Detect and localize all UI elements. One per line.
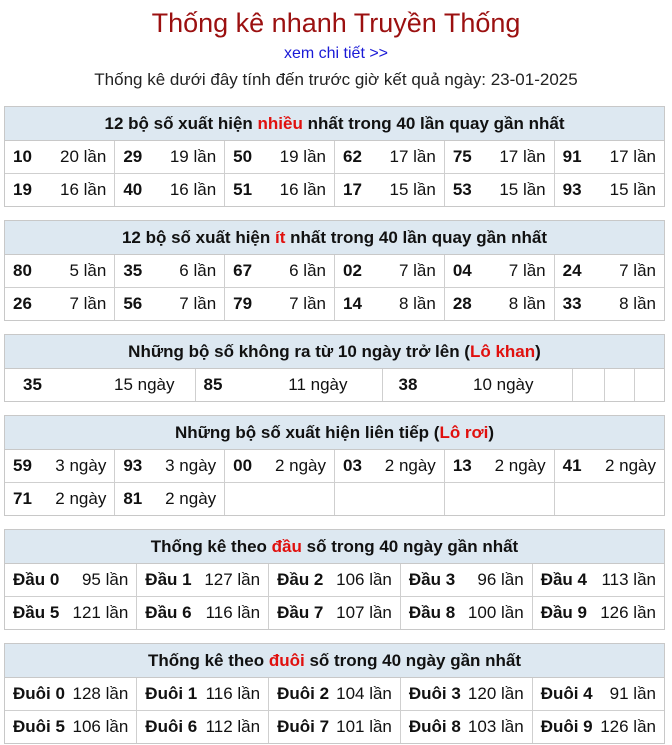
stat-count: 120 lần <box>467 684 524 703</box>
panel-title-part: 12 bộ số xuất hiện <box>121 228 275 247</box>
stat-count: 95 lần <box>81 570 129 589</box>
stat-cell <box>444 288 554 321</box>
stat-cell <box>115 174 225 207</box>
duoi-table <box>5 678 664 743</box>
stat-count: 2 ngày <box>494 456 546 475</box>
stat-number: Đuôi 3 <box>408 684 461 703</box>
stat-cell <box>572 369 604 401</box>
stat-cell <box>137 564 269 597</box>
stat-number: Đuôi 2 <box>277 684 330 703</box>
stat-number: Đuôi 4 <box>540 684 593 703</box>
stat-count: 7 lần <box>508 261 546 280</box>
stat-count: 19 lần <box>279 147 326 166</box>
stat-count: 116 lần <box>205 684 261 703</box>
stat-count: 15 lần <box>609 180 656 199</box>
stat-count: 2 ngày <box>55 489 107 508</box>
stat-count: 3 ngày <box>165 456 217 475</box>
stat-number: Đầu 1 <box>145 570 192 589</box>
stat-number: 85 <box>203 375 223 394</box>
stat-cell <box>400 678 532 711</box>
stat-cell <box>532 678 664 711</box>
stat-cell <box>225 450 335 483</box>
stat-cell <box>444 483 554 516</box>
stat-count: 8 lần <box>398 294 436 313</box>
stat-cell <box>532 711 664 744</box>
stat-number: Đầu 3 <box>408 570 456 589</box>
stat-number: 19 <box>13 180 32 199</box>
stat-cell <box>334 288 444 321</box>
stat-cell <box>554 288 664 321</box>
least-frequent-table <box>5 255 664 320</box>
stat-number: Đuôi 5 <box>13 717 65 736</box>
stat-number: Đầu 7 <box>277 603 324 622</box>
stat-number: 51 <box>233 180 253 199</box>
stat-number: 28 <box>452 294 472 313</box>
stat-number: Đuôi 0 <box>13 684 65 703</box>
stat-number: Đuôi 7 <box>277 717 330 736</box>
stat-number: 02 <box>342 261 362 280</box>
stat-cell <box>334 483 444 516</box>
stat-cell <box>269 711 401 744</box>
stat-count: 126 lần <box>600 717 656 736</box>
stat-count: 15 ngày <box>114 375 175 394</box>
stat-cell <box>137 678 269 711</box>
stat-number: 93 <box>123 456 143 475</box>
stat-number: 93 <box>562 180 582 199</box>
stat-cell <box>532 597 664 630</box>
stat-count: 100 lần <box>467 603 524 622</box>
lo-roi-table <box>5 450 664 515</box>
stat-cell <box>334 174 444 207</box>
stat-count: 6 lần <box>289 261 326 280</box>
stat-count: 8 lần <box>508 294 546 313</box>
stat-cell <box>225 483 335 516</box>
stat-cell <box>5 564 137 597</box>
stat-cell <box>269 678 401 711</box>
stat-count: 7 lần <box>289 294 326 313</box>
stat-cell <box>554 483 664 516</box>
stat-count: 16 lần <box>169 180 217 199</box>
panel-title-part: Những bộ số xuất hiện liên tiếp ( <box>174 423 440 442</box>
stat-number: 41 <box>562 456 582 475</box>
stat-cell <box>444 450 554 483</box>
stat-number: Đuôi 1 <box>145 684 198 703</box>
stat-cell <box>115 483 225 516</box>
stat-number: 62 <box>342 147 362 166</box>
stat-number: Đầu 8 <box>408 603 456 622</box>
stat-number: Đầu 0 <box>13 570 60 589</box>
lo-khan-panel <box>4 334 665 402</box>
stat-cell <box>5 483 115 516</box>
stat-cell <box>225 255 335 288</box>
stat-cell <box>554 255 664 288</box>
stat-cell <box>115 450 225 483</box>
lo-khan-table <box>5 369 664 401</box>
stat-count: 5 lần <box>69 261 107 280</box>
stat-cell <box>444 255 554 288</box>
stat-count: 128 lần <box>72 684 129 703</box>
stat-count: 16 lần <box>60 180 107 199</box>
stat-count: 2 ngày <box>165 489 217 508</box>
stat-count: 6 lần <box>179 261 217 280</box>
stat-number: 38 <box>398 375 418 394</box>
stat-count: 113 lần <box>601 570 656 589</box>
stat-cell <box>554 450 664 483</box>
stat-cell <box>269 564 401 597</box>
stat-number: 67 <box>233 261 253 280</box>
stat-number: Đuôi 6 <box>145 717 198 736</box>
detail-link[interactable]: xem chi tiết >> <box>283 45 389 62</box>
panel-title-part: số trong 40 ngày gần nhất <box>301 537 519 556</box>
stat-number: 13 <box>452 456 472 475</box>
stat-number: 26 <box>13 294 32 313</box>
dau-panel <box>4 529 665 630</box>
stat-number: 91 <box>562 147 582 166</box>
stat-count: 15 lần <box>389 180 436 199</box>
stat-count: 8 lần <box>619 294 656 313</box>
stat-cell <box>532 564 664 597</box>
stat-number: Đầu 2 <box>277 570 324 589</box>
panel-title-part: nhất trong 40 lần quay gần nhất <box>285 228 548 247</box>
stat-number: 29 <box>123 147 143 166</box>
panel-title-part: ) <box>488 423 495 442</box>
stat-number: Đầu 4 <box>540 570 587 589</box>
stat-number: Đuôi 9 <box>540 717 593 736</box>
stat-cell <box>115 288 225 321</box>
panel-title-part: Lô rơi <box>439 423 489 442</box>
panel-title-part: ít <box>275 228 286 247</box>
stat-cell <box>5 141 115 174</box>
stat-number: 59 <box>13 456 32 475</box>
stat-number: 17 <box>342 180 362 199</box>
stat-cell <box>5 597 137 630</box>
stat-count: 127 lần <box>204 570 261 589</box>
panel-header <box>5 416 664 450</box>
stat-count: 7 lần <box>179 294 217 313</box>
stat-count: 103 lần <box>467 717 524 736</box>
stat-cell <box>400 597 532 630</box>
stat-count: 7 lần <box>69 294 107 313</box>
stat-count: 2 ngày <box>384 456 436 475</box>
stat-number: 14 <box>342 294 362 313</box>
stat-cell <box>5 711 137 744</box>
stat-cell <box>5 369 195 401</box>
panel-title-part: nhất trong 40 lần quay gần nhất <box>302 114 565 133</box>
stat-cell <box>137 711 269 744</box>
stat-cell <box>604 369 634 401</box>
panel-header <box>5 107 664 141</box>
stat-count: 10 ngày <box>473 375 534 394</box>
panel-title-part: Thống kê theo <box>147 651 269 670</box>
stat-count: 96 lần <box>477 570 524 589</box>
stat-number: 10 <box>13 147 32 166</box>
stat-cell <box>554 141 664 174</box>
stat-count: 121 lần <box>72 603 129 622</box>
date-note: Thống kê dưới đây tính đến trước giờ kết quả ngày: 23-01-2025 <box>94 70 578 89</box>
stat-count: 126 lần <box>600 603 656 622</box>
stat-number: Đuôi 8 <box>408 717 461 736</box>
stat-cell <box>634 369 664 401</box>
dau-table <box>5 564 664 629</box>
stat-cell <box>5 255 115 288</box>
stat-cell <box>225 174 335 207</box>
stat-count: 17 lần <box>389 147 436 166</box>
stat-cell <box>334 141 444 174</box>
stat-number: 80 <box>13 261 32 280</box>
stat-count: 7 lần <box>619 261 656 280</box>
stat-count: 19 lần <box>169 147 217 166</box>
stat-count: 16 lần <box>279 180 326 199</box>
stat-count: 91 lần <box>609 684 656 703</box>
stat-count: 17 lần <box>499 147 546 166</box>
stat-cell <box>5 174 115 207</box>
stat-number: Đầu 9 <box>540 603 587 622</box>
stat-count: 106 lần <box>72 717 129 736</box>
stat-cell <box>5 678 137 711</box>
panel-title-part: Thống kê theo <box>150 537 272 556</box>
stat-cell <box>444 141 554 174</box>
stat-number: 35 <box>23 375 42 394</box>
panel-header <box>5 644 664 678</box>
panel-header <box>5 335 664 369</box>
stat-number: 04 <box>452 261 472 280</box>
most-frequent-table <box>5 141 664 206</box>
stat-cell <box>225 288 335 321</box>
stat-count: 11 ngày <box>288 375 348 394</box>
panel-header <box>5 221 664 255</box>
stat-count: 112 lần <box>205 717 261 736</box>
stat-cell <box>115 141 225 174</box>
stat-number: 24 <box>562 261 582 280</box>
panel-title-part: 12 bộ số xuất hiện <box>104 114 258 133</box>
stat-count: 17 lần <box>609 147 656 166</box>
stat-number: 00 <box>233 456 253 475</box>
stat-cell <box>334 450 444 483</box>
panel-title-part: số trong 40 ngày gần nhất <box>304 651 522 670</box>
most-frequent-panel <box>4 106 665 207</box>
stat-count: 104 lần <box>336 684 392 703</box>
lo-roi-panel <box>4 415 665 516</box>
stat-count: 15 lần <box>499 180 546 199</box>
stat-count: 7 lần <box>398 261 436 280</box>
panel-title-part: Những bộ số không ra từ 10 ngày trở lên ( <box>128 342 470 361</box>
panel-title-part: ) <box>535 342 541 361</box>
stat-cell <box>554 174 664 207</box>
stat-number: Đầu 6 <box>145 603 192 622</box>
stat-cell <box>382 369 572 401</box>
page-title: Thống kê nhanh Truyền Thống <box>151 8 521 38</box>
stat-number: 03 <box>342 456 362 475</box>
stat-number: 53 <box>452 180 472 199</box>
stat-cell <box>195 369 382 401</box>
stat-cell <box>400 711 532 744</box>
panel-header <box>5 530 664 564</box>
panel-title-part: đuôi <box>268 651 305 670</box>
stat-cell <box>334 255 444 288</box>
least-frequent-panel <box>4 220 665 321</box>
stat-number: Đầu 5 <box>13 603 60 622</box>
stat-number: 50 <box>233 147 253 166</box>
stat-cell <box>5 450 115 483</box>
stat-number: 35 <box>123 261 143 280</box>
panel-title-part: Lô khan <box>469 342 536 361</box>
stat-cell <box>5 288 115 321</box>
stat-number: 75 <box>452 147 472 166</box>
stat-count: 2 ngày <box>604 456 656 475</box>
stat-number: 33 <box>562 294 582 313</box>
stat-count: 106 lần <box>336 570 392 589</box>
duoi-panel <box>4 643 665 744</box>
stat-cell <box>400 564 532 597</box>
stat-count: 116 lần <box>205 603 261 622</box>
panel-title-part: đầu <box>271 537 302 556</box>
stat-count: 2 ngày <box>274 456 326 475</box>
stat-cell <box>225 141 335 174</box>
stat-count: 20 lần <box>60 147 107 166</box>
stat-number: 71 <box>13 489 32 508</box>
stat-count: 3 ngày <box>55 456 107 475</box>
stat-number: 56 <box>123 294 143 313</box>
stat-cell <box>115 255 225 288</box>
stat-number: 79 <box>233 294 253 313</box>
stat-cell <box>444 174 554 207</box>
stat-cell <box>137 597 269 630</box>
stat-cell <box>269 597 401 630</box>
stat-count: 101 lần <box>336 717 392 736</box>
panel-title-part: nhiều <box>257 114 303 133</box>
stat-number: 81 <box>123 489 143 508</box>
stat-count: 107 lần <box>336 603 392 622</box>
stat-number: 40 <box>123 180 143 199</box>
